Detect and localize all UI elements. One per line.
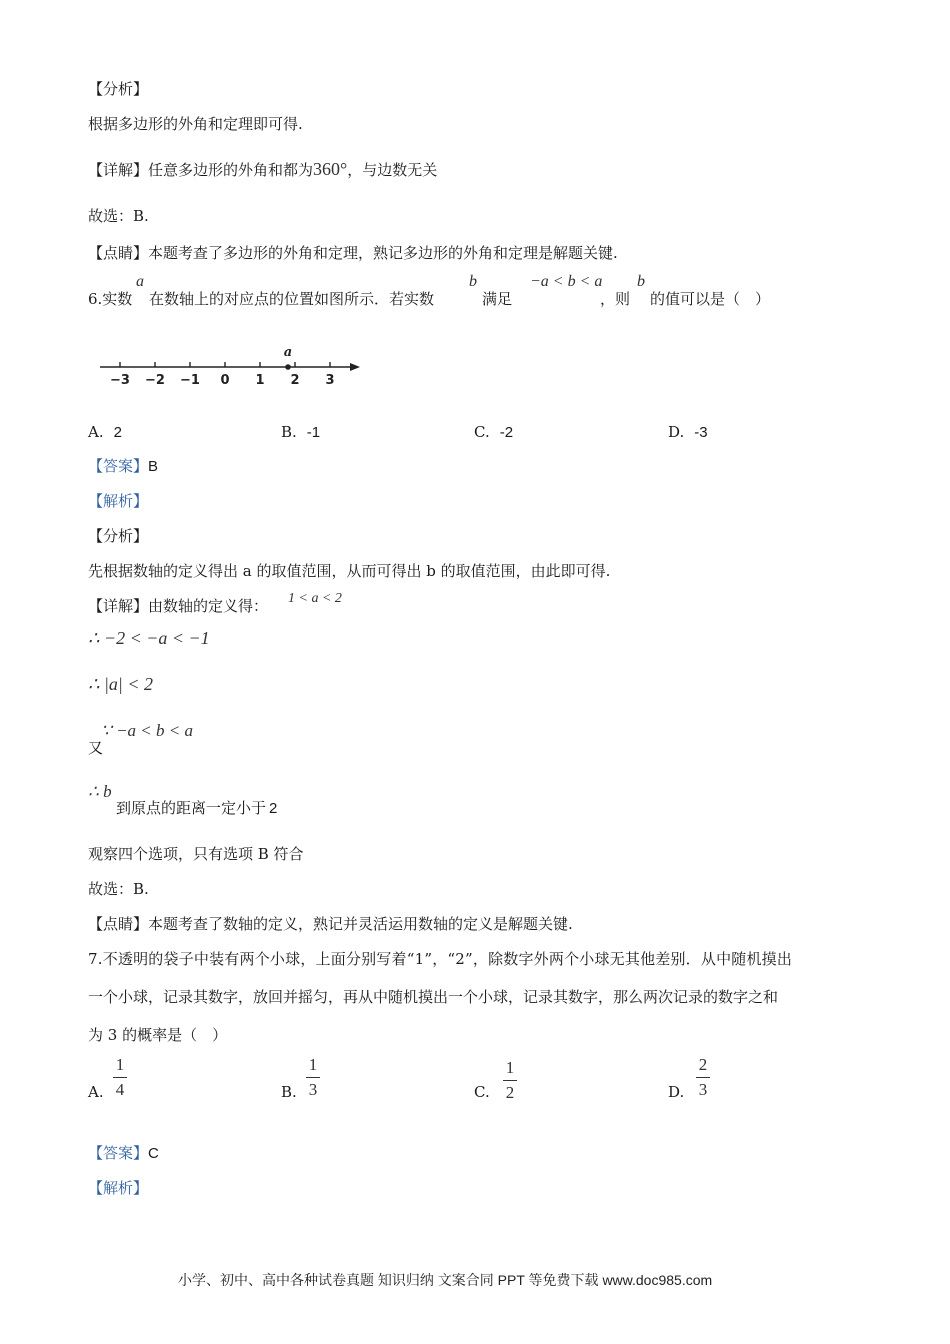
analysis-tag: 【分析】 — [88, 80, 149, 98]
q6-var-a: a — [136, 273, 144, 290]
q6-step-2: ∴ |a| < 2 — [88, 674, 153, 694]
q7-option-a-fraction: 1 4 — [113, 1055, 127, 1100]
q7-option-c-fraction: 1 2 — [503, 1058, 517, 1103]
q6-answer-line — [88, 455, 158, 476]
number-line-tick-label: 0 — [220, 373, 230, 388]
q6-choice: 故选：B. — [88, 880, 149, 898]
q7-line-2: 一个小球，记录其数字，放回并摇匀，再从中随机摸出一个小球，记录其数字，那么两次记录的数字之和 — [88, 988, 779, 1006]
q7-option-d-letter: D. — [668, 1083, 685, 1101]
q6-step-4-math: ∴ b — [88, 782, 112, 801]
remark-text: 本题考查了多边形的外角和定理，熟记多边形的外角和定理是解题关键. — [148, 244, 618, 262]
number-line-tick-label: −1 — [180, 373, 200, 388]
q7-option-d-fraction: 2 3 — [696, 1055, 710, 1100]
number-line-tick-label: −3 — [110, 373, 130, 388]
number-line-arrow — [350, 363, 360, 371]
answer-tag: 【答案】 — [88, 457, 149, 475]
q6-analysis-tag: 【分析】 — [88, 527, 149, 545]
remark-tag: 【点睛】 — [88, 244, 149, 262]
q6-option-c: C. -2 — [474, 423, 514, 441]
choice-text: 故选：B. — [88, 207, 149, 225]
q6-step-4-text: 到原点的距离一定小于 2 — [116, 799, 278, 817]
q7-option-b-letter: B. — [281, 1083, 297, 1101]
q6-remark-line: 【点睛】本题考查了数轴的定义，熟记并灵活运用数轴的定义是解题关键. — [88, 915, 573, 933]
answer-tag: 【答案】 — [88, 1144, 149, 1162]
q6-option-b: B. -1 — [281, 423, 321, 441]
detail-line — [88, 159, 437, 180]
q6-condition: −a < b < a — [530, 273, 603, 290]
q6-option-d: D. -3 — [668, 423, 708, 441]
q6-var-b2: b — [637, 273, 645, 290]
q6-stem-4: ，则 — [600, 290, 631, 308]
q7-option-b-fraction: 1 3 — [306, 1055, 320, 1100]
detail-math: 360° — [313, 159, 348, 179]
number-line-tick-label: 3 — [325, 373, 335, 388]
q7-line-1: 7.不透明的袋子中装有两个小球，上面分别写着“1”，“2”，除数字外两个小球无其他差别．从中随机摸出 — [88, 950, 793, 968]
number-line-point-a — [285, 364, 291, 370]
q6-step-3-you: 又 — [88, 739, 104, 757]
q6-var-b: b — [469, 273, 477, 290]
footer-text: 小学、初中、高中各种试卷真题 知识归纳 文案合同 PPT 等免费下载 www.doc985.com — [178, 1272, 713, 1288]
q6-stem-3: 满足 — [482, 290, 513, 308]
answer-value: C — [148, 1145, 159, 1162]
remark-line — [88, 242, 618, 263]
footer-url[interactable]: www.doc985.com — [602, 1272, 713, 1288]
q6-option-a: A. 2 — [88, 423, 122, 441]
q6-jiexi-tag: 【解析】 — [88, 492, 149, 510]
q6-step-1: ∴ −2 < −a < −1 — [88, 628, 210, 648]
q6-detail-math: 1 < a < 2 — [288, 591, 342, 606]
answer-value: B — [148, 458, 159, 475]
q6-stem-1: 6.实数 — [88, 290, 133, 308]
q6-analysis-text: 先根据数轴的定义得出 a 的取值范围，从而可得出 b 的取值范围，由此即可得. — [88, 562, 611, 580]
number-line-tick-label: 2 — [290, 373, 300, 388]
detail-tag: 【详解】 — [88, 161, 149, 179]
q7-option-a-letter: A. — [88, 1083, 104, 1101]
detail-text-b: ，与边数无关 — [347, 161, 438, 179]
analysis-text: 根据多边形的外角和定理即可得. — [88, 115, 303, 133]
q6-stem-2: 在数轴上的对应点的位置如图所示．若实数 — [149, 290, 435, 308]
q6-step-3: ∵ −a < b < a — [101, 721, 193, 740]
detail-text: 任意多边形的外角和都为 — [148, 161, 314, 179]
q7-option-c-letter: C. — [474, 1083, 490, 1101]
q6-detail-line: 【详解】由数轴的定义得： — [88, 597, 269, 615]
number-line-tick-label: −2 — [145, 373, 165, 388]
number-line-tick-label: 1 — [255, 373, 265, 388]
q7-answer-line — [88, 1142, 159, 1163]
q6-stem-5: 的值可以是（ ） — [650, 290, 771, 308]
q6-observe: 观察四个选项，只有选项 B 符合 — [88, 845, 304, 863]
q7-line-3: 为 3 的概率是（ ） — [88, 1026, 228, 1044]
number-line-point-label: a — [283, 345, 293, 360]
q7-jiexi-tag: 【解析】 — [88, 1179, 149, 1197]
number-line-figure — [96, 340, 368, 390]
